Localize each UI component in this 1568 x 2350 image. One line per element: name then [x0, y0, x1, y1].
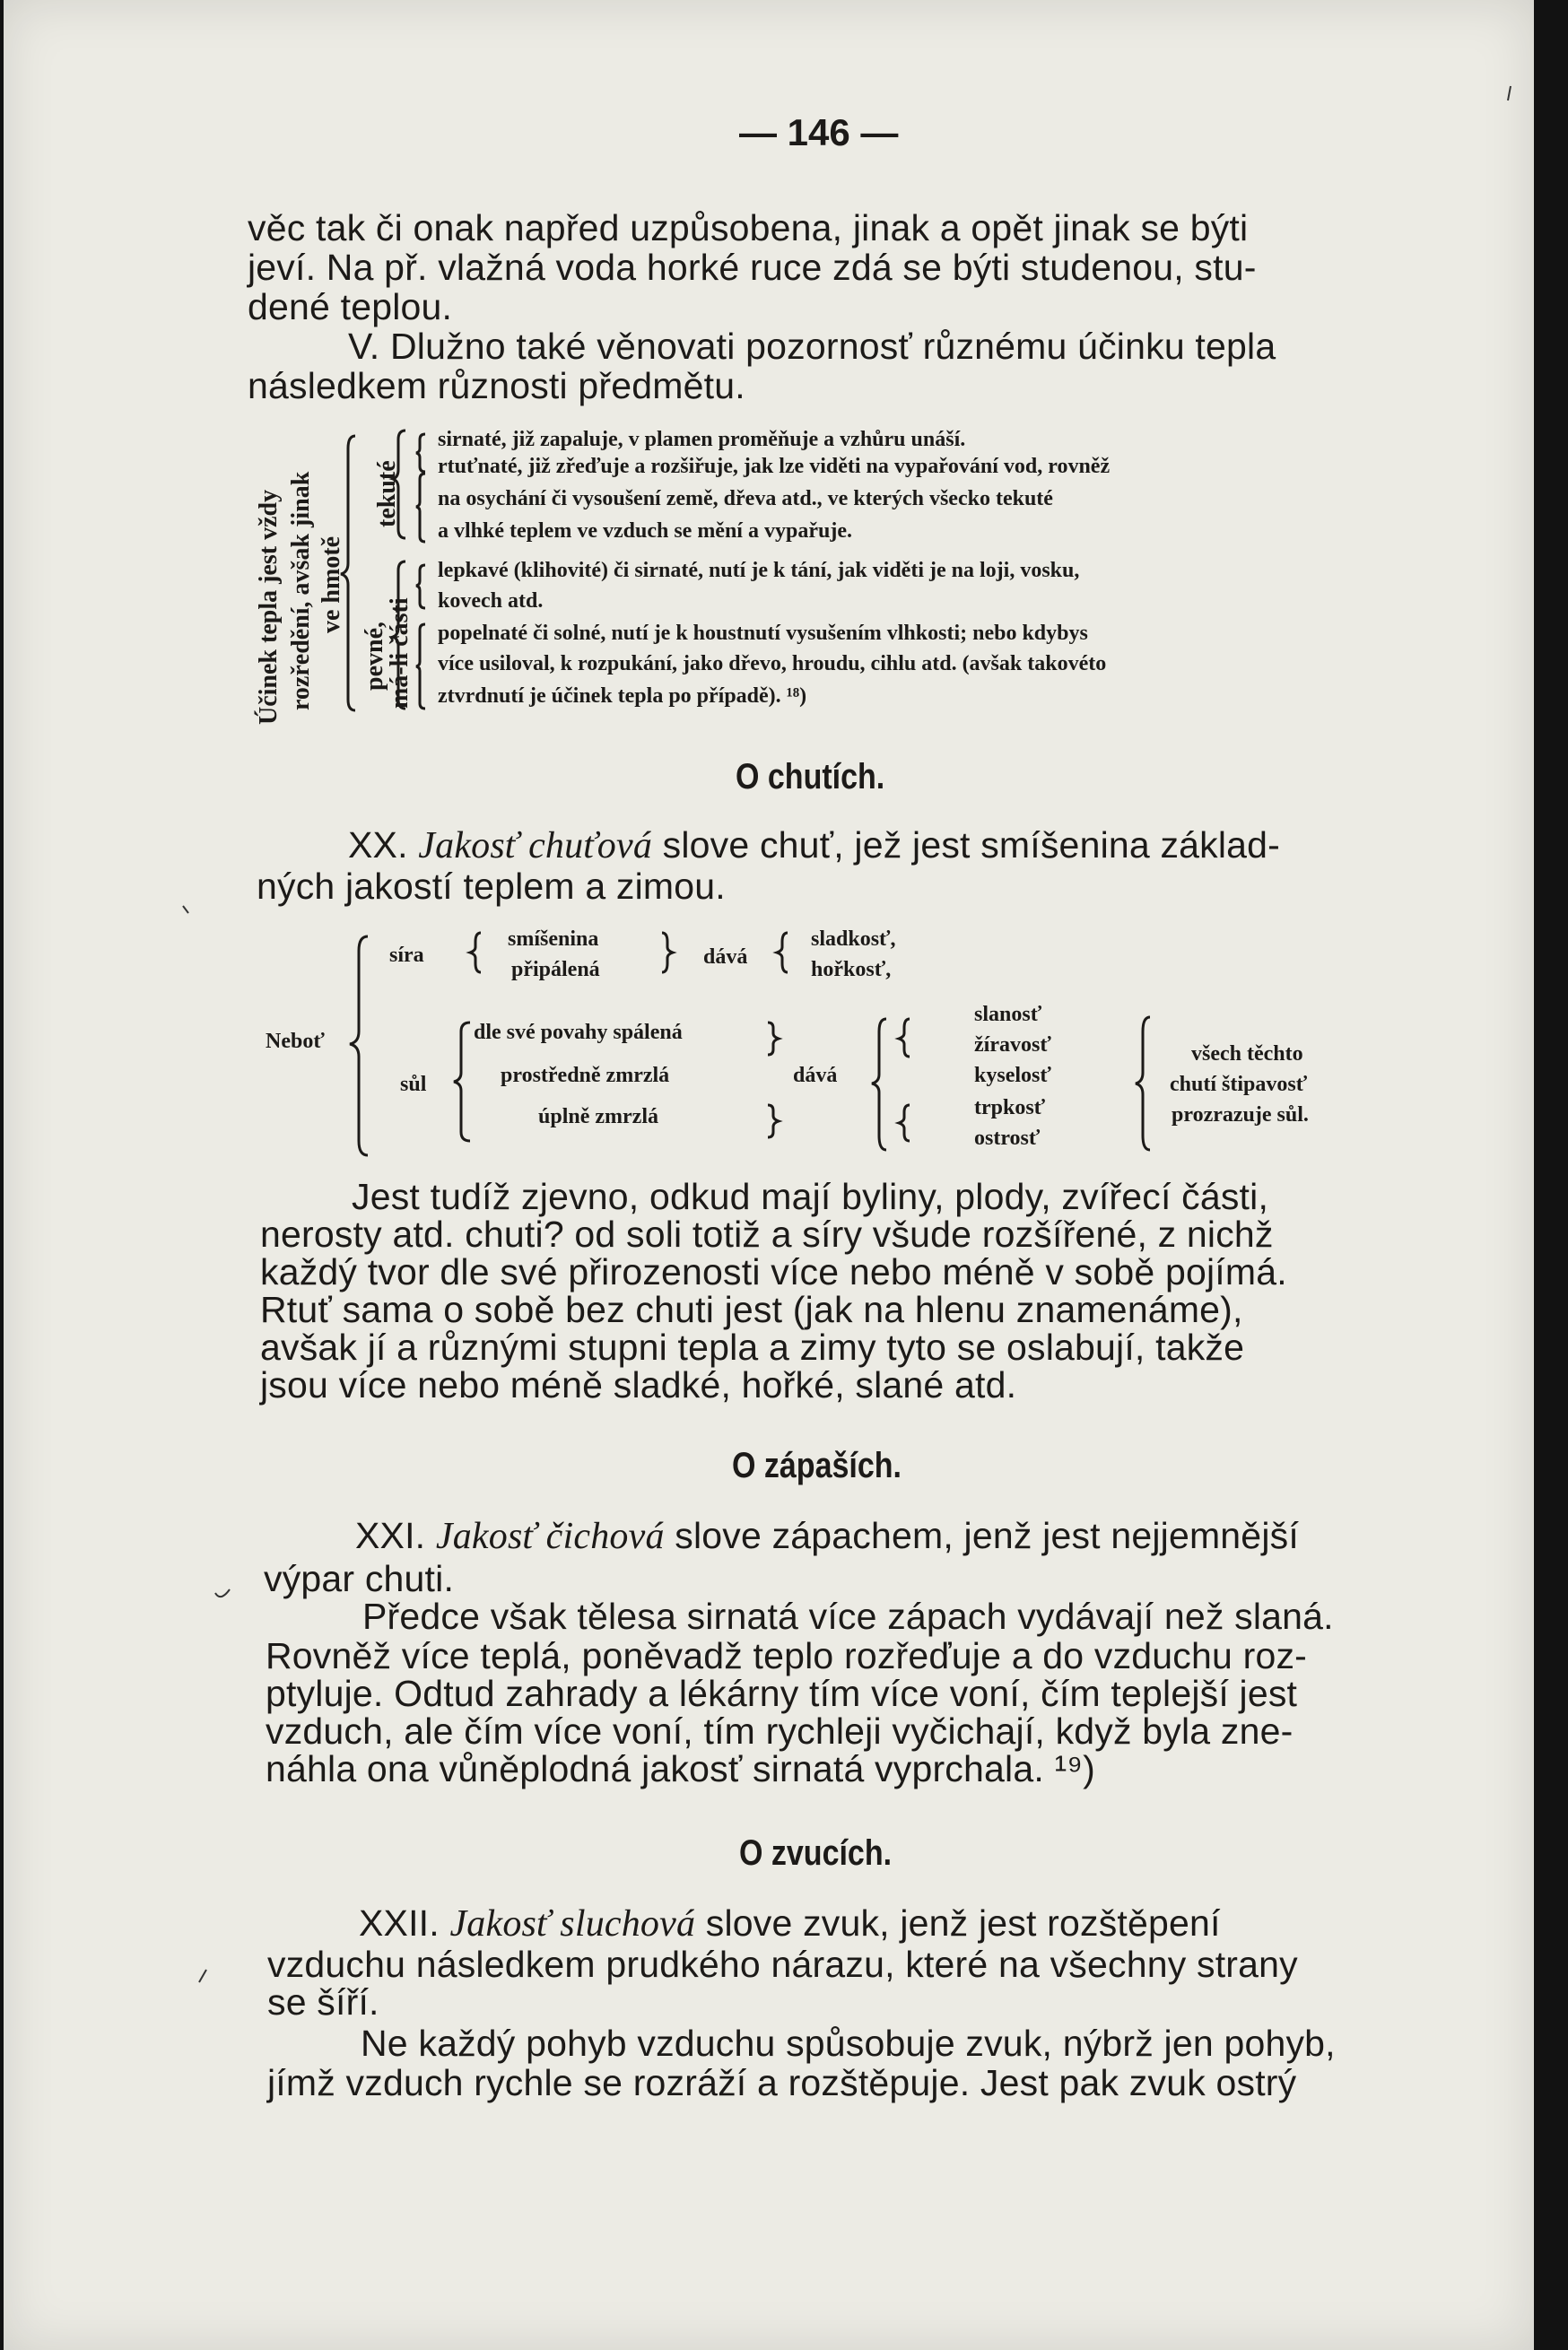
table1-brace-tekute	[393, 431, 405, 538]
paragraph-3-line-3: každý tvor dle své přirozenosti více nebo méně v sobě pojímá.	[260, 1251, 1287, 1292]
margin-mark-1	[183, 906, 188, 913]
section-number-xxi: XXI.	[355, 1515, 426, 1556]
braces-layer	[4, 0, 1534, 2350]
section-number-xx: XX.	[348, 824, 408, 866]
table1-brace-popelnate	[416, 624, 425, 709]
table2-brace-sira-right	[662, 933, 673, 972]
paragraph-xxi-line-1-rest: slove zápachem, jenž jest nejjemnější	[675, 1515, 1299, 1556]
paragraph-4-line-5: náhla ona vůněplodná jakosť sirnatá vyprchala. ¹⁹)	[266, 1748, 1095, 1789]
table1-brace-rtutnate	[416, 474, 425, 542]
term-jakost-sluchova: Jakosť sluchová	[449, 1903, 696, 1945]
table2-brace-taste-1	[899, 1019, 910, 1057]
margin-mark-2	[215, 1589, 230, 1597]
table2-horkost: hořkosť,	[811, 958, 892, 981]
paragraph-xxii-line-3: se šíří.	[267, 1981, 379, 2023]
table2-brace-sul	[454, 1023, 470, 1141]
table2-dava-2: dává	[793, 1064, 838, 1087]
table2-ostrost: ostrosť	[974, 1127, 1041, 1150]
table2-trpkost: trpkosť	[974, 1096, 1046, 1119]
table2-brace-sul-right-1	[768, 1023, 779, 1055]
table2-sladkost: sladkosť,	[811, 927, 896, 951]
book-page	[4, 0, 1534, 2350]
table1-row-1: sirnaté, již zapaluje, v plamen proměňuje a vzhůru unáší.	[438, 428, 966, 451]
table1-label-4: tekuté	[373, 460, 401, 527]
table2-brace-main	[350, 936, 368, 1155]
table2-brace-summary	[1136, 1017, 1150, 1150]
table2-brace-sul-result	[872, 1019, 886, 1150]
section-number-xxii: XXII.	[359, 1902, 440, 1944]
page-number: — 146 —	[739, 111, 899, 153]
table2-smisenina: smíšenina	[508, 927, 599, 951]
paragraph-xxii-line-1-rest: slove zvuk, jenž jest rozštěpení	[705, 1902, 1221, 1944]
table2-prostredne-zmrzla: prostředně zmrzlá	[501, 1064, 670, 1087]
table2-dava-1: dává	[703, 945, 748, 969]
table2-kyselost: kyselosť	[974, 1064, 1051, 1087]
table2-slanost: slanosť	[974, 1003, 1042, 1026]
table2-prozrazuje-sul: prozrazuje sůl.	[1172, 1103, 1309, 1127]
table1-row-3: na osychání či vysoušení země, dřeva atd., ve kterých všecko tekuté	[438, 487, 1053, 510]
table1-brace-sirnate	[416, 434, 425, 472]
table1-row-7: popelnaté či solné, nutí je k houstnutí vysušením vlhkosti; nebo kdybys	[438, 622, 1088, 645]
paragraph-xxii-line-2: vzduchu následkem prudkého nárazu, které na všechny strany	[267, 1944, 1298, 1985]
table1-label-1: Účinek tepla jest vždy	[255, 489, 283, 725]
paragraph-1-line-3: dené teplou.	[248, 286, 453, 327]
table1-row-9: ztvrdnutí je účinek tepla po případě). ¹⁸)	[438, 684, 807, 708]
table2-uplne-zmrzla: úplně zmrzlá	[538, 1105, 658, 1128]
table1-row-5: lepkavé (klihovité) či sirnaté, nutí je k tání, jak viděti je na loji, vosku,	[438, 559, 1080, 582]
table2-sira: síra	[389, 944, 424, 967]
paragraph-4-line-4: vzduch, ale čím více voní, tím rychleji vyčichají, když byla zne-	[266, 1710, 1294, 1752]
paragraph-3-line-5: avšak jí a různými stupni tepla a zimy tyto se oslabují, takže	[260, 1327, 1245, 1368]
table1-label-3: ve hmotě	[318, 535, 345, 633]
paragraph-4-line-2: Rovněž více teplá, poněvadž teplo rozřeďuje a do vzduchu roz-	[266, 1635, 1308, 1676]
table1-label-5: pevné,	[361, 622, 388, 691]
margin-mark-3	[199, 1970, 206, 1982]
table2-dle-sve-povahy: dle své povahy spálená	[474, 1021, 683, 1044]
table2-brace-sira-left	[470, 933, 481, 972]
paragraph-5-line-1: Ne každý pohyb vzduchu spůsobuje zvuk, nýbrž jen pohyb,	[361, 2023, 1336, 2064]
paragraph-3-line-4: Rtuť sama o sobě bez chuti jest (jak na hlenu znamenáme),	[260, 1289, 1243, 1330]
table1-row-2: rtuťnaté, již zřeďuje a rozšiřuje, jak lze viděti na vypařování vod, rovněž	[438, 455, 1111, 478]
paragraph-3-line-1: Jest tudíž zjevno, odkud mají byliny, plody, zvířecí části,	[352, 1176, 1269, 1217]
table2-sul: sůl	[400, 1073, 427, 1096]
paragraph-xx-line-2: ných jakostí teplem a zimou.	[257, 866, 726, 907]
table2-ziravost: žíravosť	[974, 1033, 1051, 1057]
paragraph-2-line-2: následkem různosti předmětu.	[248, 365, 745, 406]
paragraph-4-line-1: Předce však tělesa sirnatá více zápach vydávají než slaná.	[362, 1596, 1334, 1637]
paragraph-1-line-2: jeví. Na př. vlažná voda horké ruce zdá se býti studenou, stu-	[248, 247, 1257, 288]
heading-o-chutich: O chutích.	[736, 757, 885, 796]
paragraph-2-line-1: V. Dlužno také věnovati pozornosť různému účinku tepla	[348, 326, 1276, 367]
table1-row-8: více usiloval, k rozpukání, jako dřevo, hroudu, cihlu atd. (avšak takovéto	[438, 652, 1107, 675]
term-jakost-chutova: Jakosť chuťová	[418, 825, 653, 866]
table1-brace-main	[341, 436, 355, 710]
paragraph-xxi-line-2: výpar chuti.	[264, 1558, 455, 1599]
paragraph-3-line-6: jsou více nebo méně sladké, hořké, slané atd.	[260, 1364, 1017, 1406]
table2-vsech-techto: všech těchto	[1191, 1042, 1303, 1066]
table2-brace-sira-result	[777, 933, 788, 972]
table1-label-2: rozředění, avšak jinak	[287, 471, 315, 710]
table1-brace-lepkave	[416, 565, 425, 608]
table1-row-4: a vlhké teplem ve vzduch se mění a vypařuje.	[438, 519, 852, 543]
table2-brace-taste-3	[899, 1105, 910, 1141]
heading-o-zapasich: O zápaších.	[732, 1446, 902, 1485]
table1-row-6: kovech atd.	[438, 589, 544, 613]
term-jakost-cichova: Jakosť čichová	[435, 1516, 665, 1557]
paragraph-1-line-1: věc tak či onak napřed uzpůsobena, jinak a opět jinak se býti	[248, 207, 1249, 248]
paragraph-xx-line-1-rest: slove chuť, jež jest smíšenina základ-	[662, 824, 1281, 866]
table1-label-6: má-li části	[386, 597, 414, 709]
table2-chuti-stipavost: chutí štipavosť	[1170, 1073, 1308, 1096]
margin-mark-4	[1508, 86, 1511, 100]
paragraph-5-line-2: jímž vzduch rychle se rozráží a rozštěpuje. Jest pak zvuk ostrý	[267, 2062, 1297, 2103]
paragraph-3-line-2: nerosty atd. chuti? od soli totiž a síry všude rozšířené, z nichž	[260, 1214, 1274, 1255]
table1-brace-pevne	[393, 561, 405, 709]
table2-nebot: Neboť	[266, 1030, 325, 1053]
paragraph-4-line-3: ptyluje. Odtud zahrady a lékárny tím více voní, čím teplejší jest	[266, 1673, 1298, 1714]
table2-brace-sul-right-3	[768, 1105, 779, 1137]
table2-pripalena: připálená	[511, 958, 600, 981]
heading-o-zvucich: O zvucích.	[739, 1833, 893, 1873]
